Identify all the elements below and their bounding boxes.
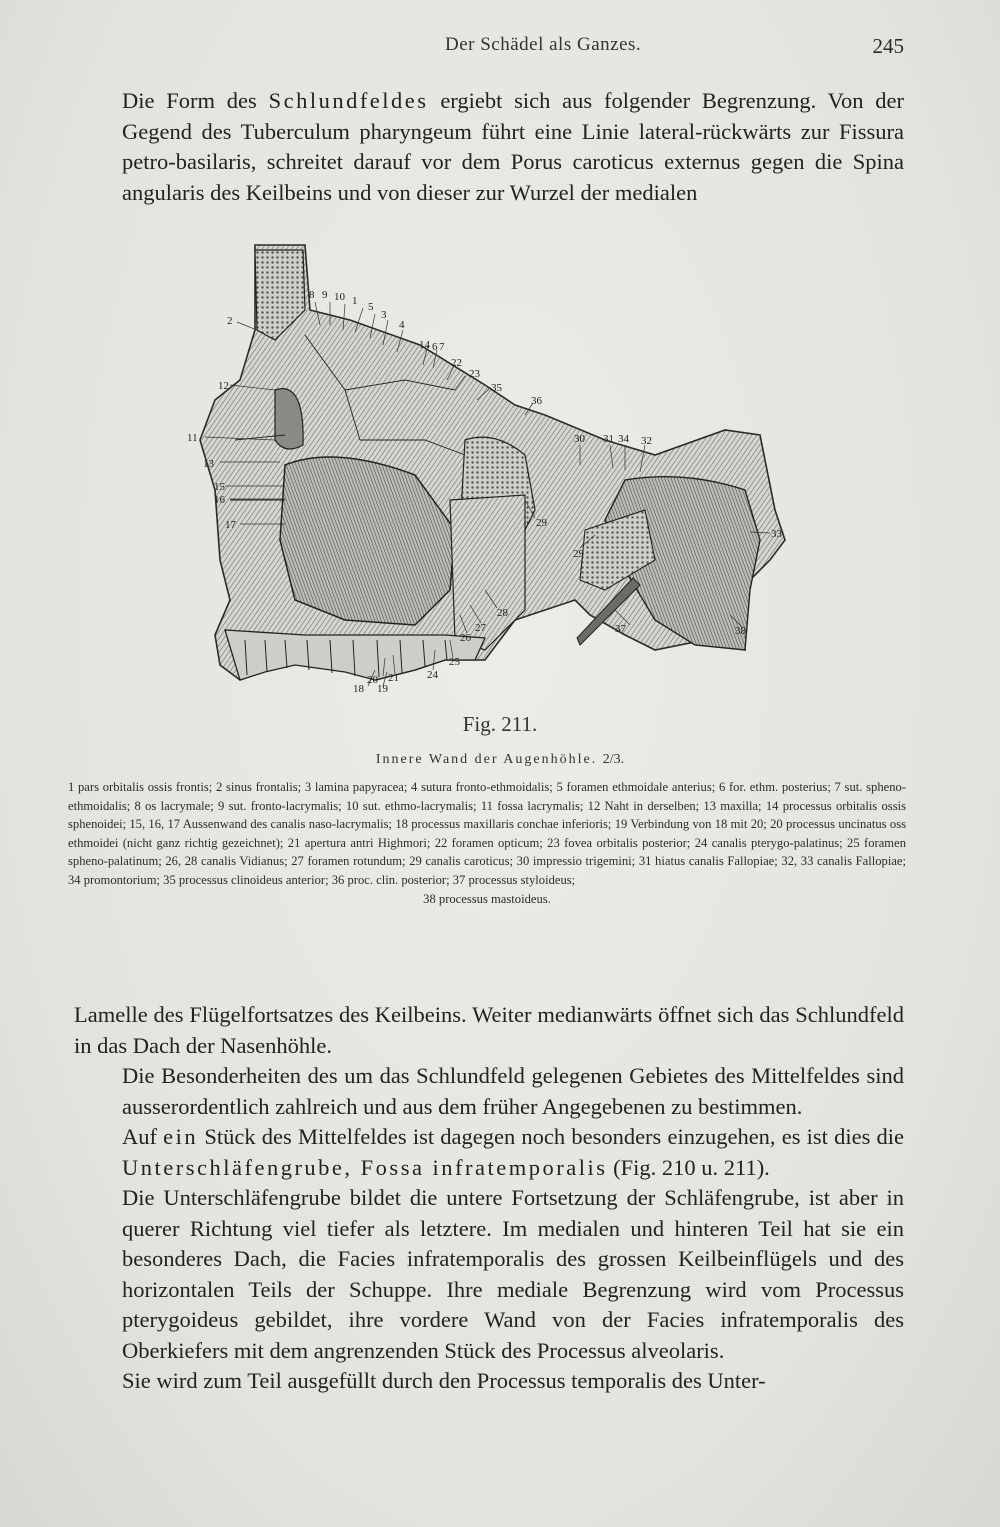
fig-label: 13	[203, 458, 214, 470]
body-text	[74, 1000, 904, 1397]
fig-label: 8	[309, 289, 315, 301]
fig-label: 31	[603, 433, 614, 445]
fig-label: 7	[439, 341, 445, 353]
paragraph: Lamelle des Flügelfortsatzes des Keilbeins. Weiter medianwärts öffnet sich das Schlundfeld in das Dach der Nasenhöhle.	[74, 1002, 904, 1058]
fig-label: 29	[573, 548, 584, 560]
fig-label: 17	[225, 519, 236, 531]
figure-title: Innere Wand der Augenhöhle. 2/3.	[375, 752, 625, 767]
fig-label: 23	[469, 368, 480, 380]
fig-label: 24	[427, 669, 438, 681]
intro-paragraph: Die Form des Schlundfeldes ergiebt sich aus folgender Begrenzung. Von der Gegend des Tuberculum pharyngeum führt eine Linie lateral-rückwärts zur Fissura petro-basilaris, schreitet darauf vor dem Porus caroticus externus gegen die Spina angularis des Keilbeins und von dieser zur Wurzel der medialen	[122, 88, 904, 205]
fig-label: 1	[352, 295, 358, 307]
fig-label: 2	[227, 315, 233, 327]
fig-label: 37	[615, 623, 626, 635]
fig-label: 32	[641, 435, 652, 447]
fig-label: 22	[451, 357, 462, 369]
fig-label: 12	[218, 380, 229, 392]
figure-legend-last: 38 processus mastoideus.	[423, 891, 551, 906]
running-head: Der Schädel als Ganzes.	[445, 34, 642, 55]
anatomical-figure	[185, 240, 805, 710]
paragraph: Auf ein Stück des Mittelfeldes ist dagegen noch besonders einzugehen, es ist dies die Unterschläfengrube, Fossa infratemporalis (Fig. 210 u. 211).	[122, 1124, 904, 1180]
fig-label: 19	[377, 683, 388, 695]
paragraph: Die Unterschläfengrube bildet die untere Fortsetzung der Schläfengrube, ist aber in querer Richtung viel tiefer als letztere. Im medialen und hinteren Teil hat sie ein besonderes Dach, die Facies infratemporalis des grossen Keilbeinflügels und des horizontalen Teils der Schuppe. Ihre mediale Begrenzung wird vom Processus pterygoideus gebildet, ihre vordere Wand von der Facies infratemporalis des Oberkiefers mit dem angrenzenden Stück des Processus alveolaris.	[122, 1185, 904, 1363]
spaced-term: ein	[163, 1124, 199, 1149]
fig-label: 10	[334, 291, 345, 303]
fig-label: 3	[381, 309, 387, 321]
fig-label: 25	[449, 656, 460, 668]
fig-label: 9	[322, 289, 328, 301]
figure-legend: 1 pars orbitalis ossis frontis; 2 sinus frontalis; 3 lamina papyracea; 4 sutura fronto-ethmoidalis; 5 foramen ethmoidale anterius; 6 for. ethm. posterius; 7 sut. spheno-ethmoidalis; 8 os lacrymale; 9 sut. fronto-lacrymalis; 10 sut. ethmo-lacrymalis; 11 fossa lacrymalis; 12 Naht in derselben; 13 maxilla; 14 processus orbitalis ossis sphenoidei; 15, 16, 17 Aussenwand des canalis naso-lacrymalis; 18 processus maxillaris conchae inferioris; 19 Verbindung von 18 mit 20; 20 processus uncinatus oss ethmoidei (nicht ganz richtig gezeichnet); 21 apertura antri Highmori; 22 foramen opticum; 23 fovea orbitalis posterior; 24 canalis pterygo-palatinus; 25 foramen spheno-palatinum; 26, 28 canalis Vidianus; 27 foramen rotundum; 29 canalis caroticus; 30 impressio trigemini; 31 hiatus canalis Fallopiae; 32, 33 canalis Fallopiae; 34 promontorium; 35 processus clinoideus anterior; 36 proc. clin. posterior; 37 processus styloideus; 38 processus mastoideus.	[68, 778, 906, 908]
figure-scale: 2/3.	[602, 752, 625, 767]
fig-label: 18	[353, 683, 364, 695]
page-number: 245	[872, 34, 904, 58]
fig-label: 35	[491, 382, 502, 394]
fig-label: 4	[399, 319, 405, 331]
skull-illustration	[185, 240, 805, 710]
fig-label: 36	[531, 395, 542, 407]
page-header	[60, 34, 920, 64]
paragraph: Die Besonderheiten des um das Schlundfeld gelegenen Gebietes des Mittelfeldes sind ausserordentlich zahlreich und aus dem früher Angegebenen zu bestimmen.	[122, 1063, 904, 1119]
fig-label: 21	[388, 672, 399, 684]
fig-label: 33	[771, 528, 782, 540]
figure-number: Fig. 211.	[462, 712, 538, 736]
fig-label: 30	[574, 433, 585, 445]
fig-label: 14	[419, 339, 430, 351]
fig-label: 34	[618, 433, 629, 445]
fig-label: 16	[214, 494, 225, 506]
fig-label: 26	[460, 632, 471, 644]
fig-label: 28	[497, 607, 508, 619]
fig-label: 38	[735, 625, 746, 637]
fig-label: 6	[432, 341, 438, 353]
spaced-term: Unterschläfengrube, Fossa infratemporalis	[122, 1154, 608, 1180]
fig-label: 27	[475, 622, 486, 634]
fig-label: 20	[367, 674, 378, 686]
fig-label: 29	[536, 517, 547, 529]
fig-label: 15	[214, 481, 225, 493]
spaced-term: Schlundfeldes	[268, 88, 429, 113]
paragraph: Sie wird zum Teil ausgefüllt durch den Processus temporalis des Unter-	[122, 1368, 766, 1393]
fig-label: 5	[368, 301, 374, 313]
fig-label: 11	[187, 432, 198, 444]
